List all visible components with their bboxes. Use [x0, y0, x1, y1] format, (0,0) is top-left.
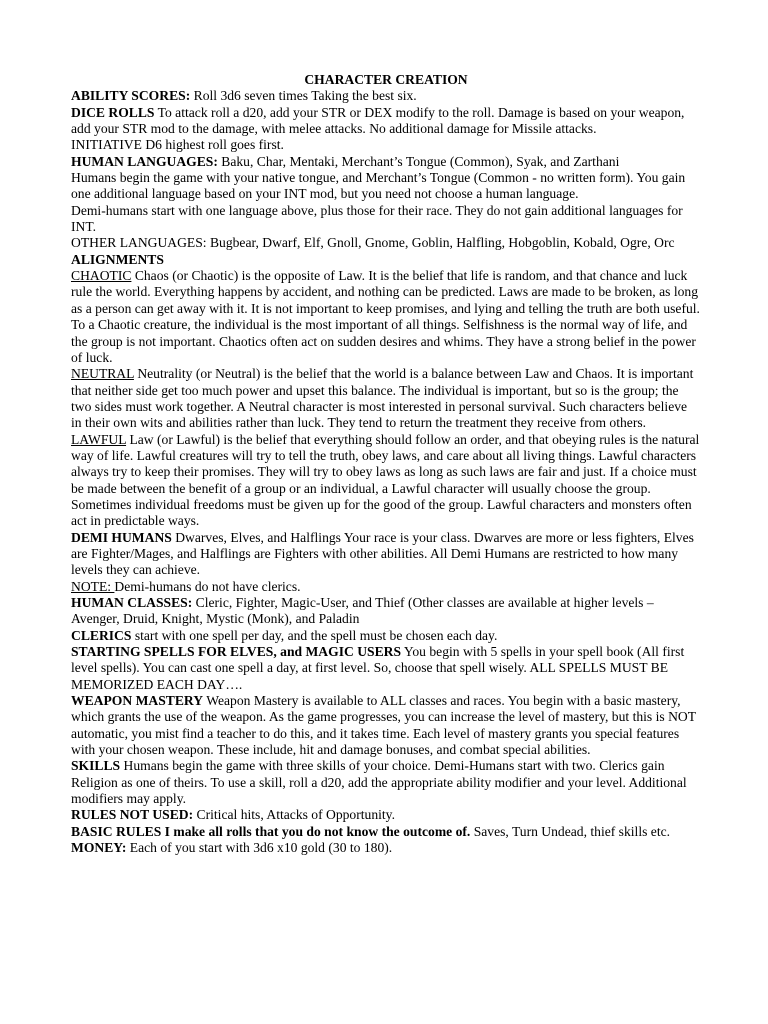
dice-rolls-paragraph: [71, 105, 701, 138]
human-languages-list: Baku, Char, Mentaki, Merchant’s Tongue (Common), Syak, and Zarthani: [217, 153, 620, 169]
lawful-text: Law (or Lawful) is the belief that everything should follow an order, and that obeying rules is the natural way of life. Lawful creatures will try to tell the truth, obey laws, and care about all living things. Lawful characters always try to keep their promises. They will try to obey laws as long as such laws are fair and just. If a choice must be made between the benefit of a group or an individual, a Lawful character will usually choose the group. Sometimes individual freedoms must be given up for the good of the group. Lawful characters and monsters often act in predictable ways.: [71, 431, 700, 529]
human-classes-paragraph: [71, 595, 701, 628]
chaotic-text: Chaos (or Chaotic) is the opposite of Law. It is the belief that life is random, and that chance and luck rule the world. Everything happens by accident, and nothing can be predicted. Laws are made to be broken, as long as a person can get away with it. It is not important to keep promises, and lying and telling the truth are both useful.: [71, 268, 700, 316]
other-languages-paragraph: OTHER LANGUAGES: Bugbear, Dwarf, Elf, Gnoll, Gnome, Goblin, Halfling, Hobgoblin, Kobald, Ogre, Orc: [71, 235, 675, 251]
chaotic-paragraph-2: To a Chaotic creature, the individual is the most important of all things. Selfishness is the normal way of life, and the group is not important. Chaotics often act on sudden desires and whims. They have a strong belief in the power of luck.: [71, 317, 696, 365]
starting-spells-paragraph: [71, 644, 701, 693]
money-text: Each of you start with 3d6 x10 gold (30 to 180).: [126, 840, 393, 856]
weapon-mastery-label: WEAPON MASTERY: [71, 693, 204, 709]
basic-rules-text: Saves, Turn Undead, thief skills etc.: [470, 823, 671, 839]
dice-rolls-label: DICE ROLLS: [71, 104, 155, 120]
note-text: Demi-humans do not have clerics.: [114, 578, 301, 594]
initiative-paragraph: INITIATIVE D6 highest roll goes first.: [71, 137, 284, 153]
neutral-text: Neutrality (or Neutral) is the belief that the world is a balance between Law and Chaos. It is important that neither side get too much power and upset this balance. The individual is important, but so is the group; the two sides must work together. A Neutral character is most interested in personal survival. Such characters believe in their own wits and abilities rather than luck. They tend to return the treatment they receive from others.: [71, 366, 694, 431]
human-languages-label: HUMAN LANGUAGES:: [71, 153, 218, 169]
human-classes-label: HUMAN CLASSES:: [71, 595, 193, 610]
neutral-label: NEUTRAL: [71, 366, 134, 382]
note-label: NOTE:: [71, 578, 115, 594]
weapon-mastery-paragraph: [71, 693, 701, 758]
money-label: MONEY:: [71, 840, 127, 856]
rules-not-used-text: Critical hits, Attacks of Opportunity.: [193, 807, 395, 823]
document-page: [71, 72, 701, 857]
demi-humans-label: DEMI HUMANS: [71, 529, 172, 545]
starting-spells-text: You begin with 5 spells in your spell book (All first level spells). You can cast one spell a day, at first level. So, choose that spell wisely. ALL SPELLS MUST BE MEMORIZED EACH DAY….: [71, 644, 685, 692]
dice-rolls-text: To attack roll a d20, add your STR or DEX modify to the roll. Damage is based on your weapon, add your STR mod to the damage, with melee attacks. No additional damage for Missile attacks.: [71, 104, 685, 137]
ability-scores-label: ABILITY SCORES:: [71, 88, 191, 104]
human-languages-paragraph: [71, 154, 701, 170]
human-languages-rule: Humans begin the game with your native tongue, and Merchant’s Tongue (Common - no written form). You gain one additional language based on your INT mod, but you need not choose a human language.: [71, 170, 686, 202]
clerics-text: start with one spell per day, and the spell must be chosen each day.: [131, 627, 498, 643]
lawful-label: LAWFUL: [71, 431, 127, 447]
lawful-paragraph: [71, 432, 701, 530]
demi-human-languages-rule: Demi-humans start with one language above, plus those for their race. They do not gain additional languages for INT.: [71, 202, 683, 235]
demi-humans-paragraph: [71, 530, 701, 579]
human-classes-text: Cleric, Fighter, Magic-User, and Thief (Other classes are available at higher levels – Avenger, Druid, Knight, Mystic (Monk), and Paladin: [71, 595, 654, 627]
clerics-paragraph: [71, 628, 701, 644]
ability-scores-paragraph: [71, 88, 701, 104]
document-title: CHARACTER CREATION: [304, 72, 468, 87]
basic-rules-label: BASIC RULES I make all rolls that you do not know the outcome of.: [71, 823, 471, 839]
skills-label: SKILLS: [71, 758, 121, 774]
neutral-paragraph: [71, 366, 701, 431]
rules-not-used-paragraph: [71, 807, 701, 823]
weapon-mastery-text: Weapon Mastery is available to ALL classes and races. You begin with a basic mastery, which grants the use of the weapon. As the game progresses, you can increase the level of mastery, but this is NOT automatic, you mist find a teacher to do this, and it takes time. Each level of mastery grants you special features with your chosen weapon. These include, hit and damage bonuses, and combat special abilities.: [71, 693, 696, 758]
clerics-label: CLERICS: [71, 627, 132, 643]
alignments-heading: ALIGNMENTS: [71, 251, 164, 267]
ability-scores-text: Roll 3d6 seven times Taking the best six.: [190, 88, 417, 104]
basic-rules-paragraph: [71, 824, 701, 840]
skills-text: Humans begin the game with three skills of your choice. Demi-Humans start with two. Clerics gain Religion as one of theirs. To use a skill, roll a d20, add the appropriate ability modifier and your level. Additional modifiers may apply.: [71, 758, 687, 807]
rules-not-used-label: RULES NOT USED:: [71, 807, 194, 823]
starting-spells-label: STARTING SPELLS FOR ELVES, and MAGIC USERS: [71, 644, 402, 660]
skills-paragraph: [71, 758, 701, 807]
note-paragraph: [71, 579, 701, 595]
chaotic-label: CHAOTIC: [71, 268, 132, 284]
demi-humans-text: Dwarves, Elves, and Halflings Your race is your class. Dwarves are more or less fighters, Elves are Fighter/Mages, and Halflings are Fighters with other abilities. All Demi Humans are restricted to how many levels they can achieve.: [71, 529, 694, 578]
chaotic-paragraph: [71, 268, 701, 317]
money-paragraph: [71, 840, 701, 856]
